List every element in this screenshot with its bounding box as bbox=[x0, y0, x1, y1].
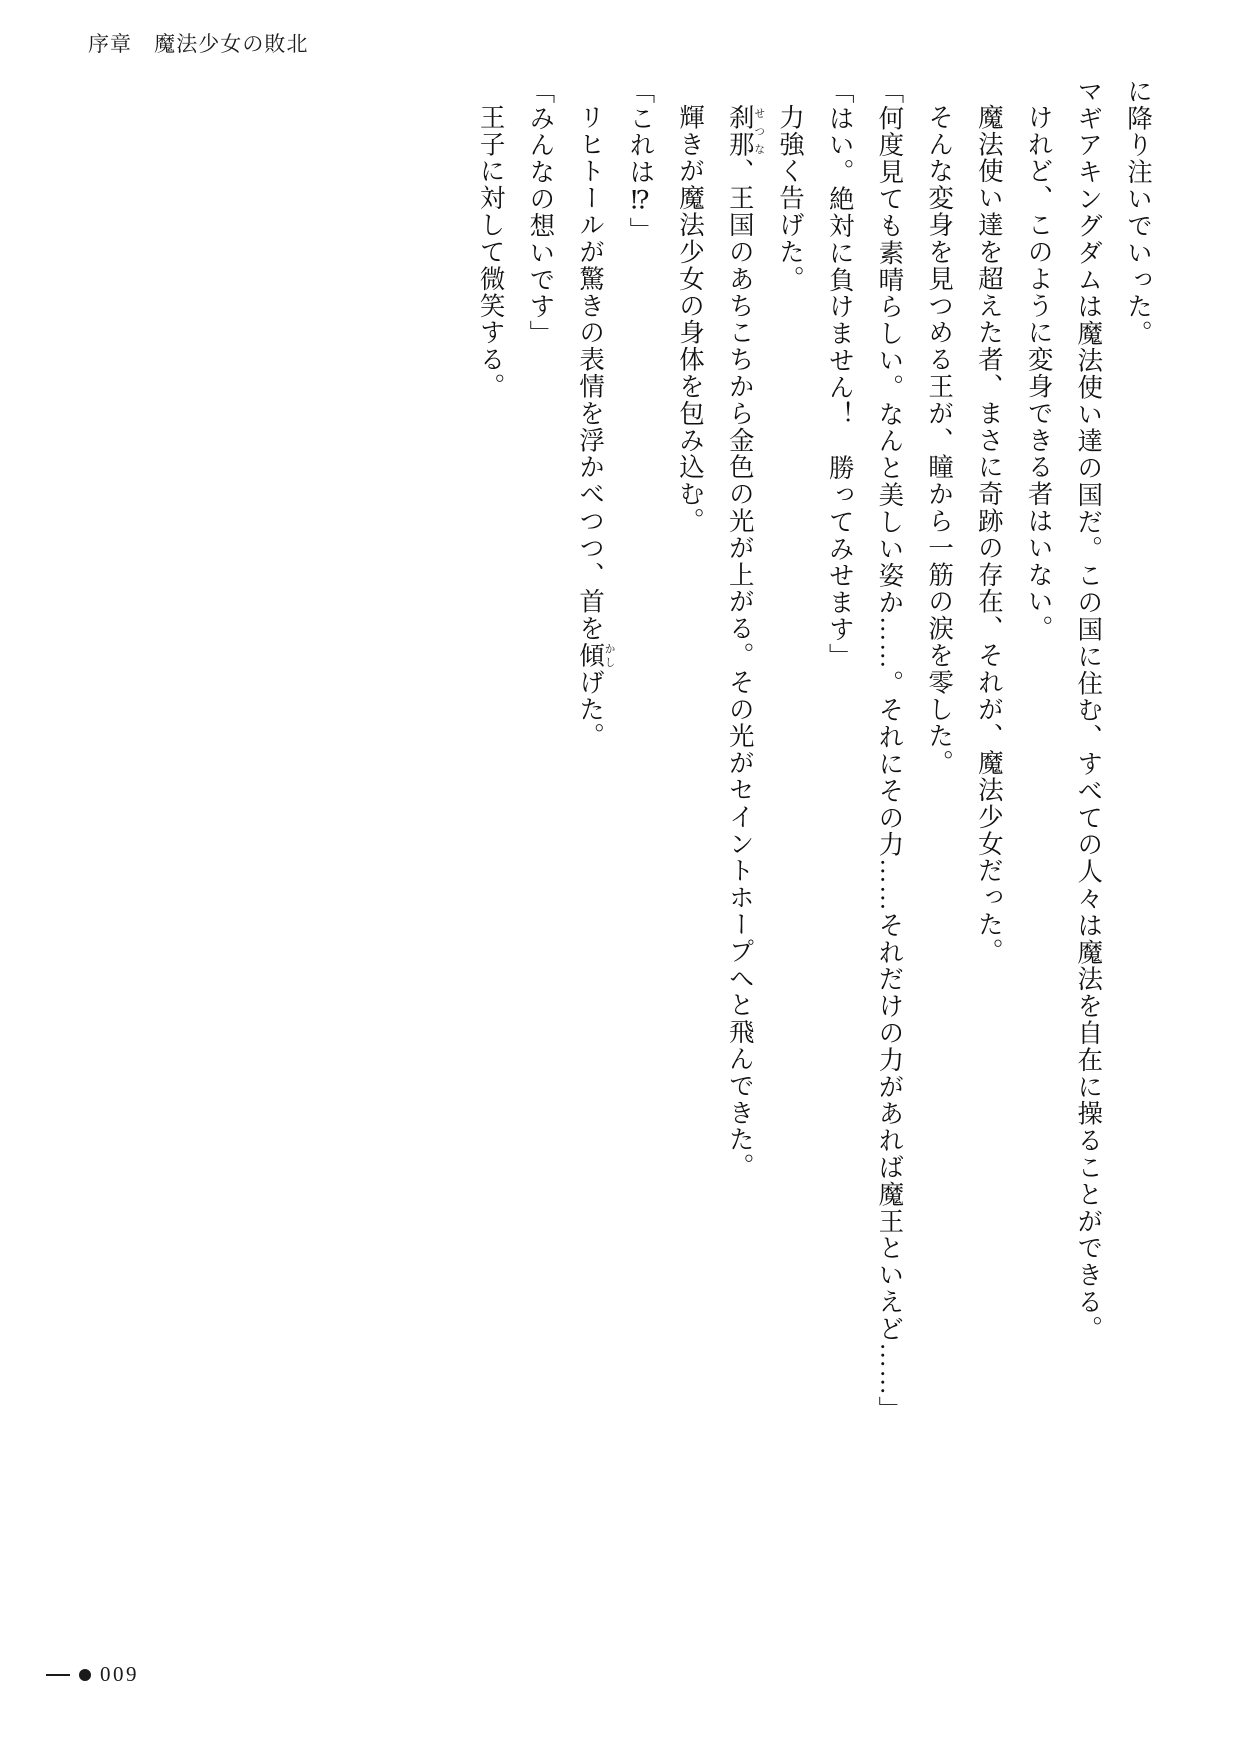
paragraph: けれど、このように変身できる者はいない。 bbox=[1024, 103, 1054, 642]
paragraph-head: リヒトールが驚きの表情を浮かべつつ、首を bbox=[576, 103, 606, 642]
folio-rule bbox=[46, 1674, 70, 1676]
paragraph: 王子に対して微笑する。 bbox=[476, 103, 506, 400]
paragraph: 力強く告げた。 bbox=[775, 103, 805, 292]
ruby-reading: せつな bbox=[753, 103, 766, 158]
paragraph-dialogue: 「これは⁉」 bbox=[626, 78, 656, 244]
paragraph-tail: げた。 bbox=[576, 668, 606, 750]
ruby-reading: かし bbox=[603, 641, 616, 669]
paragraph-with-ruby bbox=[565, 78, 615, 1518]
paragraph: そんな変身を見つめる王が、瞳から一筋の涙を零した。 bbox=[925, 103, 955, 777]
vertical-body-text bbox=[153, 78, 1163, 1518]
folio bbox=[46, 1662, 139, 1687]
running-head: 序章 魔法少女の敗北 bbox=[88, 32, 309, 56]
paragraph: 輝きが魔法少女の身体を包み込む。 bbox=[676, 103, 706, 534]
ruby-base: 傾 bbox=[576, 641, 606, 669]
paragraph-with-ruby bbox=[715, 78, 765, 1518]
folio-dot bbox=[79, 1669, 91, 1681]
paragraph: マギアキングダムは魔法使い達の国だ。この国に住む、すべての人々は魔法を自在に操ることができる。 bbox=[1074, 78, 1104, 1343]
paragraph: 「何度見ても素晴らしい。なんと美しい姿か……。それにその力……それだけの力があれば魔王といえど……」 bbox=[875, 78, 905, 1424]
paragraph-dialogue: 「みんなの想いです」 bbox=[526, 78, 556, 348]
paragraph-dialogue: 「はい。絶対に負けません！ 勝ってみせます」 bbox=[825, 78, 855, 670]
page-number: 009 bbox=[100, 1662, 140, 1686]
paragraph: 魔法使い達を超えた者、まさに奇跡の存在、それが、魔法少女だった。 bbox=[974, 103, 1004, 965]
paragraph-rest: 、王国のあちこちから金色の光が上がる。その光がセイントホープへと飛んできた。 bbox=[725, 157, 755, 1180]
ruby-setsuna bbox=[725, 103, 766, 158]
ruby-base: 刹那 bbox=[725, 103, 755, 158]
ruby-kashi bbox=[576, 641, 616, 669]
paragraph: に降り注いでいった。 bbox=[1124, 78, 1153, 348]
